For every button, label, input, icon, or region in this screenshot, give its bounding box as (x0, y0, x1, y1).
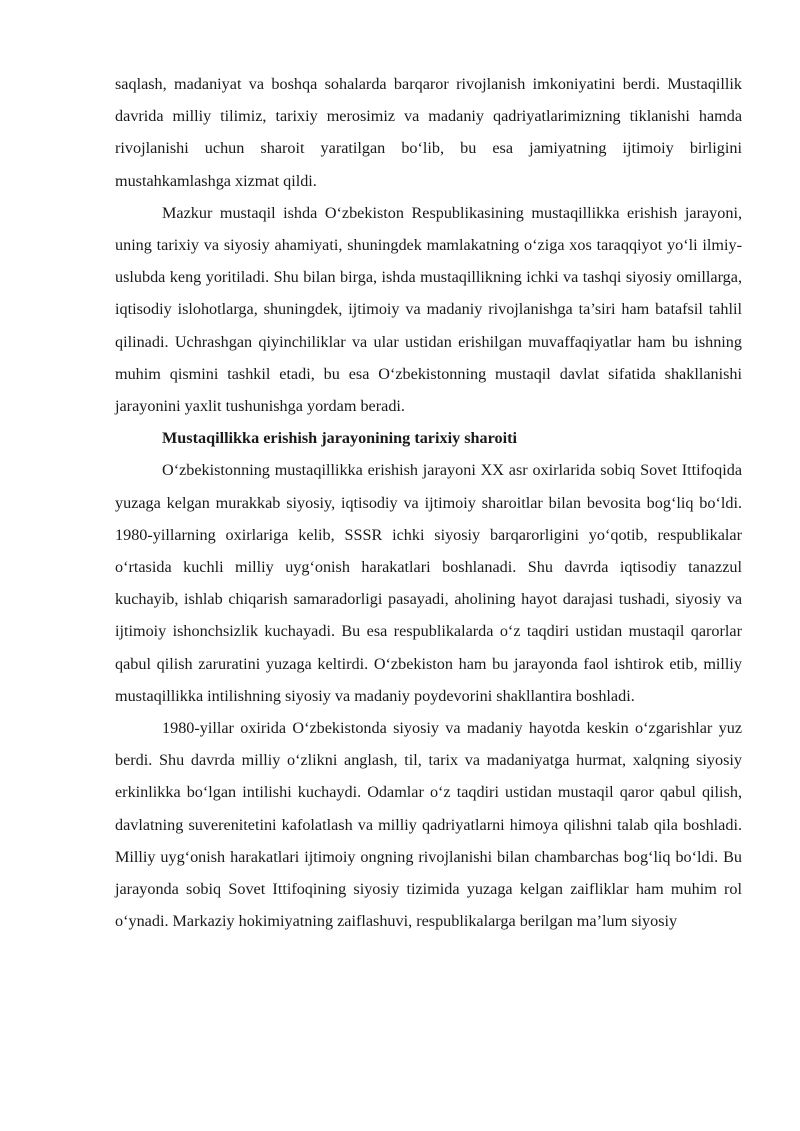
paragraph-historical-conditions: O‘zbekistonning mustaqillikka erishish jarayoni XX asr oxirlarida sobiq Sovet Ittifoqida yuzaga kelgan murakkab siyosiy, iqtisodiy va ijtimoiy sharoitlar bilan bevosita bog‘liq bo‘ldi. 1980-yillarning oxirlariga kelib, SSSR ichki siyosiy barqarorligini yo‘qotib, respublikalar o‘rtasida kuchli milliy uyg‘onish harakatlari boshlanadi. Shu davrda iqtisodiy tanazzul kuchayib, ishlab chiqarish samaradorligi pasayadi, aholining hayot darajasi tushadi, siyosiy va ijtimoiy ishonchsizlik kuchayadi. Bu esa respublikalarda o‘z taqdiri ustidan mustaqil qarorlar qabul qilish zaruratini yuzaga keltirdi. O‘zbekiston ham bu jarayonda faol ishtirok etib, milliy mustaqillikka intilishning siyosiy va madaniy poydevorini shakllantira boshladi. (115, 461, 742, 705)
paragraph-political-changes: 1980-yillar oxirida O‘zbekistonda siyosiy va madaniy hayotda keskin o‘zgarishlar yuz berdi. Shu davrda milliy o‘zlikni anglash, til, tarix va madaniyatga hurmat, xalqning siyosiy erkinlikka bo‘lgan intilishi kuchaydi. Odamlar o‘z taqdiri ustidan mustaqil qaror qabul qilish, davlatning suverenitetini kafolatlash va milliy qadriyatlarni himoya qilishni talab qila boshladi. Milliy uyg‘onish harakatlari ijtimoiy ongning rivojlanishi bilan chambarchas bog‘liq bo‘ldi. Bu jarayonda sobiq Sovet Ittifoqining siyosiy tizimida yuzaga kelgan zaifliklar ham muhim rol o‘ynadi. Markaziy hokimiyatning zaiflashuvi, respublikalarga berilgan ma’lum siyosiy (115, 719, 742, 931)
paragraph-introduction: Mazkur mustaqil ishda O‘zbekiston Respublikasining mustaqillikka erishish jarayoni, uning tarixiy va siyosiy ahamiyati, shuningdek mamlakatning o‘ziga xos taraqqiyot yo‘li ilmiy-uslubda keng yoritiladi. Shu bilan birga, ishda mustaqillikning ichki va tashqi siyosiy omillarga, iqtisodiy islohotlarga, shuningdek, ijtimoiy va madaniy rivojlanishga ta’siri ham batafsil tahlil qilinadi. Uchrashgan qiyinchiliklar va ular ustidan erishilgan muvaffaqiyatlar ham bu ishning muhim qismini tashkil etadi, bu esa O‘zbekistonning mustaqil davlat sifatida shakllanishi jarayonini yaxlit tushunishga yordam beradi. (115, 203, 742, 416)
section-heading: Mustaqillikka erishish jarayonining tarixiy sharoiti (162, 429, 517, 448)
paragraph-continuation: saqlash, madaniyat va boshqa sohalarda barqaror rivojlanish imkoniyatini berdi. Mustaqillik davrida milliy tilimiz, tarixiy merosimiz va madaniy qadriyatlarimizning tiklanishi hamda rivojlanishi uchun sharoit yaratilgan bo‘lib, bu esa jamiyatning ijtimoiy birligini mustahkamlashga xizmat qildi. (115, 75, 742, 190)
document-page (115, 68, 742, 937)
